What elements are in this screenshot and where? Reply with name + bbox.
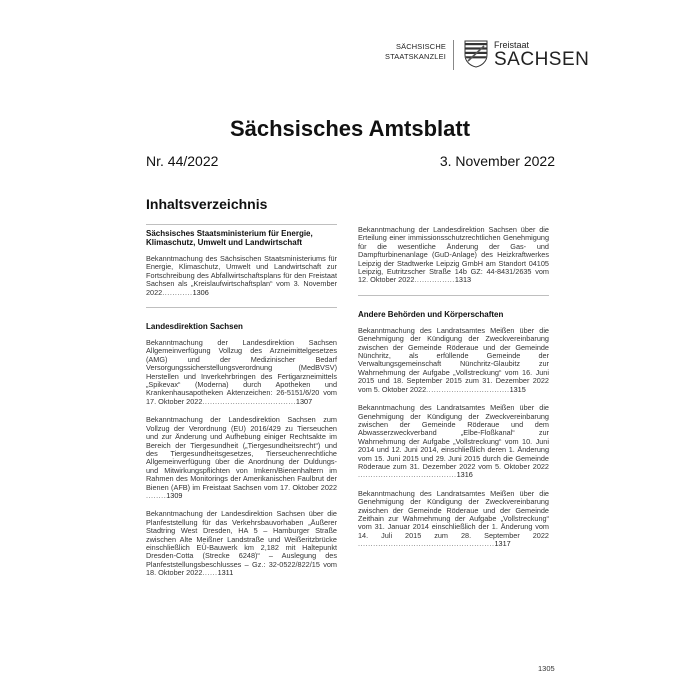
issue-number: Nr. 44/2022 [146,153,219,169]
dot-leader: ........ [146,490,167,500]
toc-entry[interactable] [358,404,549,480]
toc-entry-page: 1306 [192,287,209,297]
staatskanzlei-logo-line1: SÄCHSISCHE [395,42,446,51]
toc-entry-page: 1313 [454,275,472,285]
saxony-coat-of-arms-icon [464,40,488,68]
section-divider [358,295,549,296]
dot-leader: ..................................... [202,396,296,406]
toc-entry[interactable] [146,510,337,577]
section-heading-andere-behoerden: Andere Behörden und Körperschaften [358,309,504,319]
logo-divider [453,40,454,70]
section-heading-landesdirektion: Landesdirektion Sachsen [146,322,243,332]
toc-entry-page: 1317 [494,539,511,549]
dot-leader: ...................................................... [358,539,495,549]
page-title: Sächsisches Amtsblatt [229,116,471,141]
freistaat-sachsen-logo [494,40,589,70]
section-heading-smekul: Sächsisches Staatsministerium für Energie, Klimaschutz, Umwelt und Landwirtschaft [146,229,313,247]
dot-leader: ....................................... [358,470,457,480]
staatskanzlei-logo [370,42,446,62]
toc-entry[interactable] [358,327,549,394]
toc-entry[interactable] [146,339,337,406]
toc-entry[interactable] [358,226,549,285]
issue-date: 3. November 2022 [439,153,555,169]
dot-leader: ............ [162,287,193,297]
toc-heading: Inhaltsverzeichnis [146,196,268,212]
toc-entry-text: Bekanntmachung der Landesdirektion Sachsen über die Erteilung einer immissionsschutzrechtlichen Genehmigung für die wesentliche Änderung der Gas- und Dampfturbinenanlage (GuD-Anlage) des Heizkraftwerkes Leipzig der Stadtwerke Leipzig GmbH am Standort 04105 Leipzig, Eutritzscher Straße 14b GZ: 44-8431/2635 vom 12. Oktober 2022 [358,225,549,285]
toc-entry-text: Bekanntmachung der Landesdirektion Sachsen über die Planfeststellung für das Verkehrsbauvorhaben „Äußerer Stadtring West Dresden, HA 5 – Hamburger Straße zwischen Alte Meißner Landstraße und Weißeritzbrücke einschließlich EÜ-Bauwerk km 2,182 mit Haltepunkt Dresden-Cotta (Strecke 6248)“ – Auslegung des Planfeststellungsbeschlusses – Gz.: 32-0522/822/15 vom 18. Oktober 2022 [146,509,337,578]
toc-entry-page: 1311 [217,568,234,578]
toc-entry[interactable] [358,490,549,549]
toc-left-column [146,224,337,588]
toc-entry[interactable] [146,416,337,500]
staatskanzlei-logo-line2: STAATSKANZLEI [384,52,446,61]
toc-entry-text: Bekanntmachung des Sächsischen Staatsministeriums für Energie, Klimaschutz, Umwelt und Landwirtschaft zur Fortschreibung des Abfallwirtschaftsplans für den Freistaat Sachsen als „Kreislaufwirtschaftsplan“ vom 3. November 2022 [146,254,337,297]
freistaat-label: Freistaat [494,40,530,50]
dot-leader: ...... [202,568,218,578]
toc-entry-page: 1307 [295,396,313,406]
dot-leader: ................................. [426,384,510,394]
sachsen-label: SACHSEN [494,49,590,70]
toc-entry-page: 1315 [509,384,526,394]
toc-entry-text: Bekanntmachung des Landratsamtes Meißen über die Genehmigung der Kündigung der Zweckvereinbarung zwischen der Gemeinde Röderaue und der Gemeinde Zeithain zur Wahrnehmung der Aufgabe „Vollstreckung“ vom 31. Januar 2014 einschließlich der 1. Änderung vom 14. Juli 2015 zum 28. September 2022 [358,488,549,540]
toc-entry-text: Bekanntmachung des Landratsamtes Meißen über die Genehmigung der Kündigung der Zweckvereinbarung zwischen der Gemeinde Röderaue und dem Abwasserzweckverband „Elbe-Floßkanal“ zur Wahrnehmung der Aufgabe „Vollstreckung“ vom 10. Juni 2014 und 12. Juni 2014, einschließlich deren 1. Änderung vom 15. Juni 2015 und 29. Juni 2015 durch die Gemeinde Röderaue zum 31. Dezember 2022 vom 5. Oktober 2022 [358,403,549,471]
toc-entry-text: Bekanntmachung des Landratsamtes Meißen über die Genehmigung der Kündigung der Zweckvereinbarung zwischen der Gemeinde Röderaue und der Gemeinde Nünchritz, als erfüllende Gemeinde der Verwaltungsgemeinschaft Nünchritz-Glaubitz zur Wahrnehmung der Aufgabe „Vollstreckung“ vom 16. Juni 2015 und 18. September 2015 zum 31. Dezember 2022 vom 5. Oktober 2022 [358,325,549,394]
toc-entry-text: Bekanntmachung der Landesdirektion Sachsen zum Vollzug der Verordnung (EU) 2016/429 zu Tierseuchen und zur Änderung und Aufhebung einiger Rechtsakte im Bereich der Tiergesundheit („Tiergesundheitsrecht“) und des Tiergesundheitsgesetzes, Tierseuchenrechtliche Allgemeinverfügung über die Anordnung der Duldungs- und Mitwirkungspflichten von Imkern/Bienenhaltern im Rahmen des Monitorings der Amerikanischen Faulbrut der Bienen (AFB) im Freistaat Sachsen vom 17. Oktober 2022 [146,415,337,492]
toc-right-column [358,226,549,559]
page-number: 1305 [538,664,555,673]
section-divider [146,307,337,308]
toc-entry-text: Bekanntmachung der Landesdirektion Sachsen Allgemeinverfügung Vollzug des Arzneimittelgesetzes (AMG) und der Medizinischer Bedarf Versorgungssicherstellungsverordnung (MedBVSV) Herstellen und Inverkehrbringen des Fertigarzneimittels „Spikevax“ (Moderna) durch Apotheken und Krankenhausapotheken Aktenzeichen: 26-5151/6/20 vom 17. Oktober 2022 [146,338,337,406]
dot-leader: ................ [414,275,455,285]
column-divider [146,224,337,225]
toc-entry-page: 1309 [166,490,183,500]
toc-entry[interactable] [146,255,337,297]
toc-entry-page: 1316 [456,470,473,480]
